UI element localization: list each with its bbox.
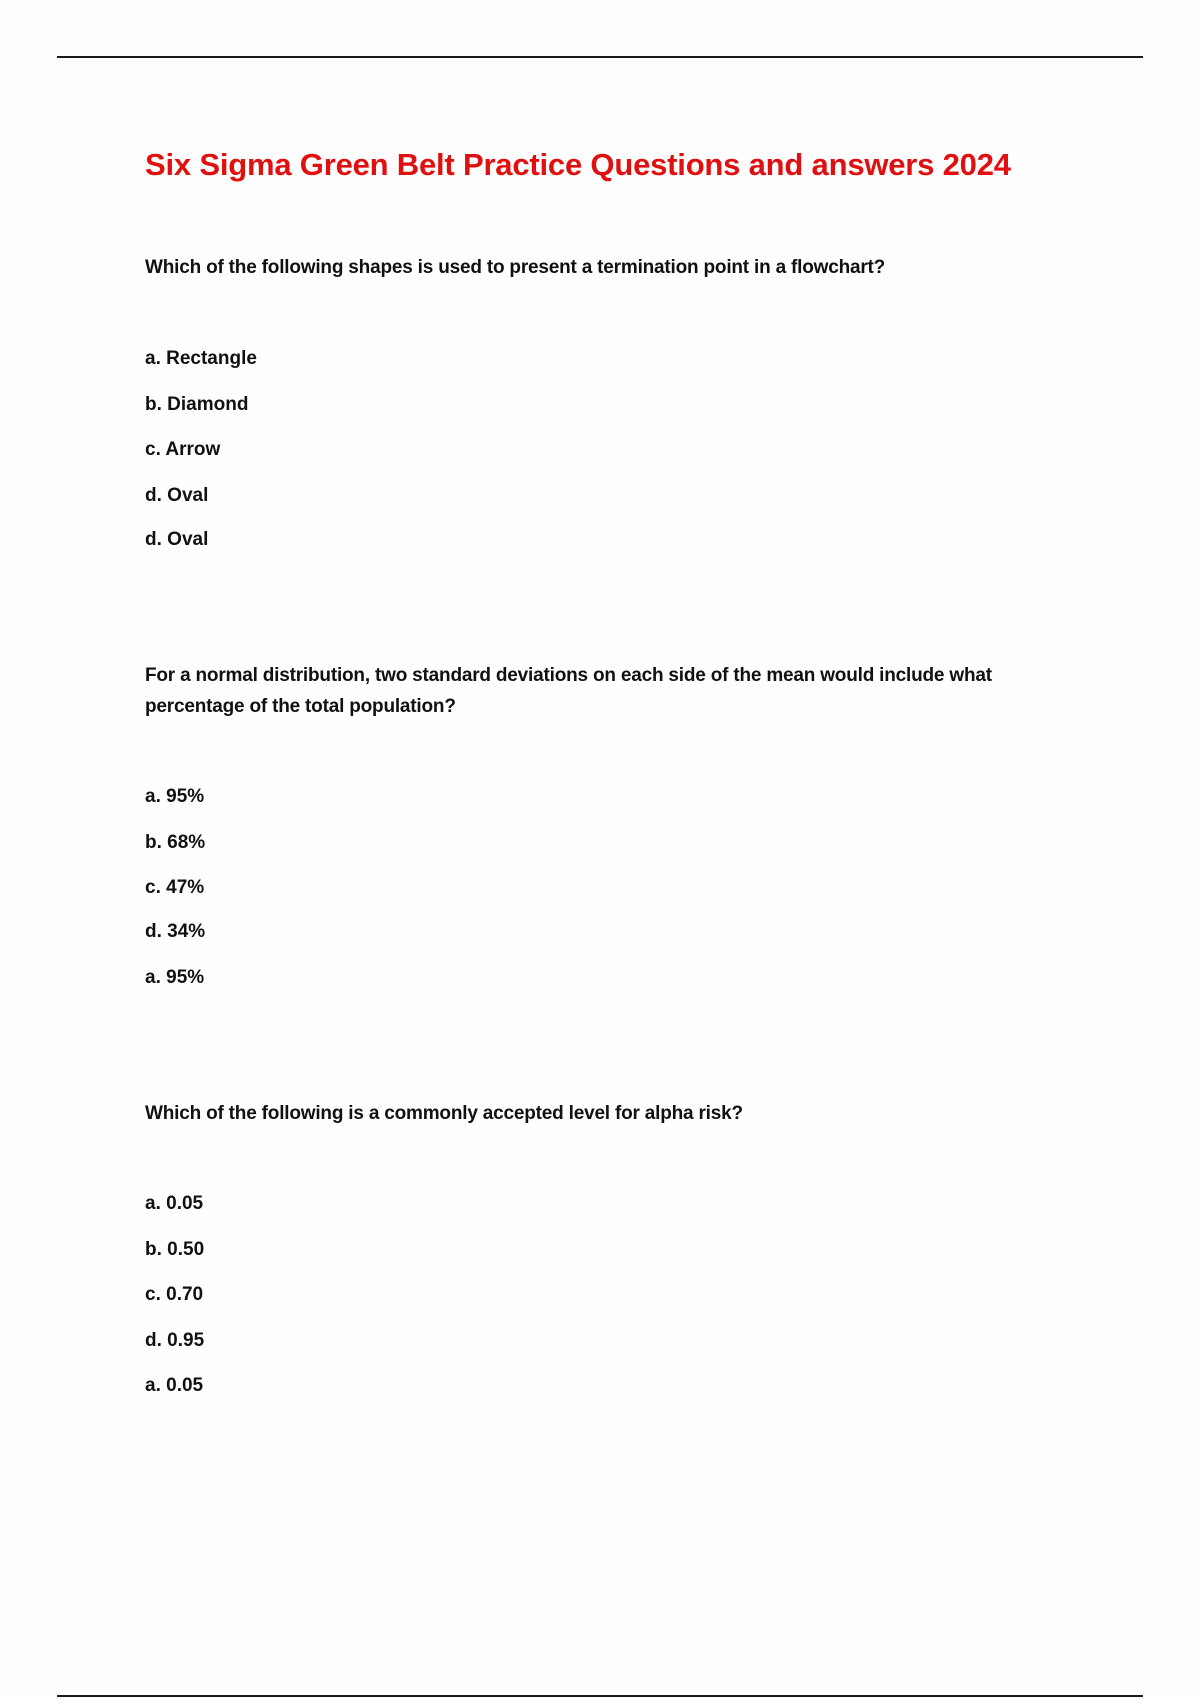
footer-rule: [57, 1695, 1143, 1697]
question-1-answer: d. Oval: [145, 529, 209, 550]
question-3-text: Which of the following is a commonly accepted level for alpha risk?: [145, 1103, 743, 1124]
document-title: Six Sigma Green Belt Practice Questions and answers 2024: [145, 147, 1011, 182]
question-1-option-a: a. Rectangle: [145, 348, 257, 369]
question-3-option-c: c. 0.70: [145, 1284, 204, 1305]
question-2-text: For a normal distribution, two standard deviations on each side of the mean would include what percentage of the total population?: [145, 665, 992, 717]
question-1-option-d: d. Oval: [145, 485, 209, 506]
question-2-option-a: a. 95%: [145, 786, 205, 807]
question-2-answer: a. 95%: [145, 967, 205, 988]
question-3-option-a: a. 0.05: [145, 1193, 204, 1214]
question-3-option-b: b. 0.50: [145, 1239, 205, 1260]
header-rule: [57, 56, 1143, 58]
question-1-text: Which of the following shapes is used to present a termination point in a flowchart?: [145, 257, 886, 278]
question-2-option-c: c. 47%: [145, 877, 205, 898]
question-2-option-d: d. 34%: [145, 921, 206, 942]
question-1-option-b: b. Diamond: [145, 394, 249, 415]
question-2-option-b: b. 68%: [145, 832, 206, 853]
question-1-option-c: c. Arrow: [145, 439, 221, 460]
question-3-answer: a. 0.05: [145, 1375, 204, 1396]
question-3-option-d: d. 0.95: [145, 1330, 205, 1351]
